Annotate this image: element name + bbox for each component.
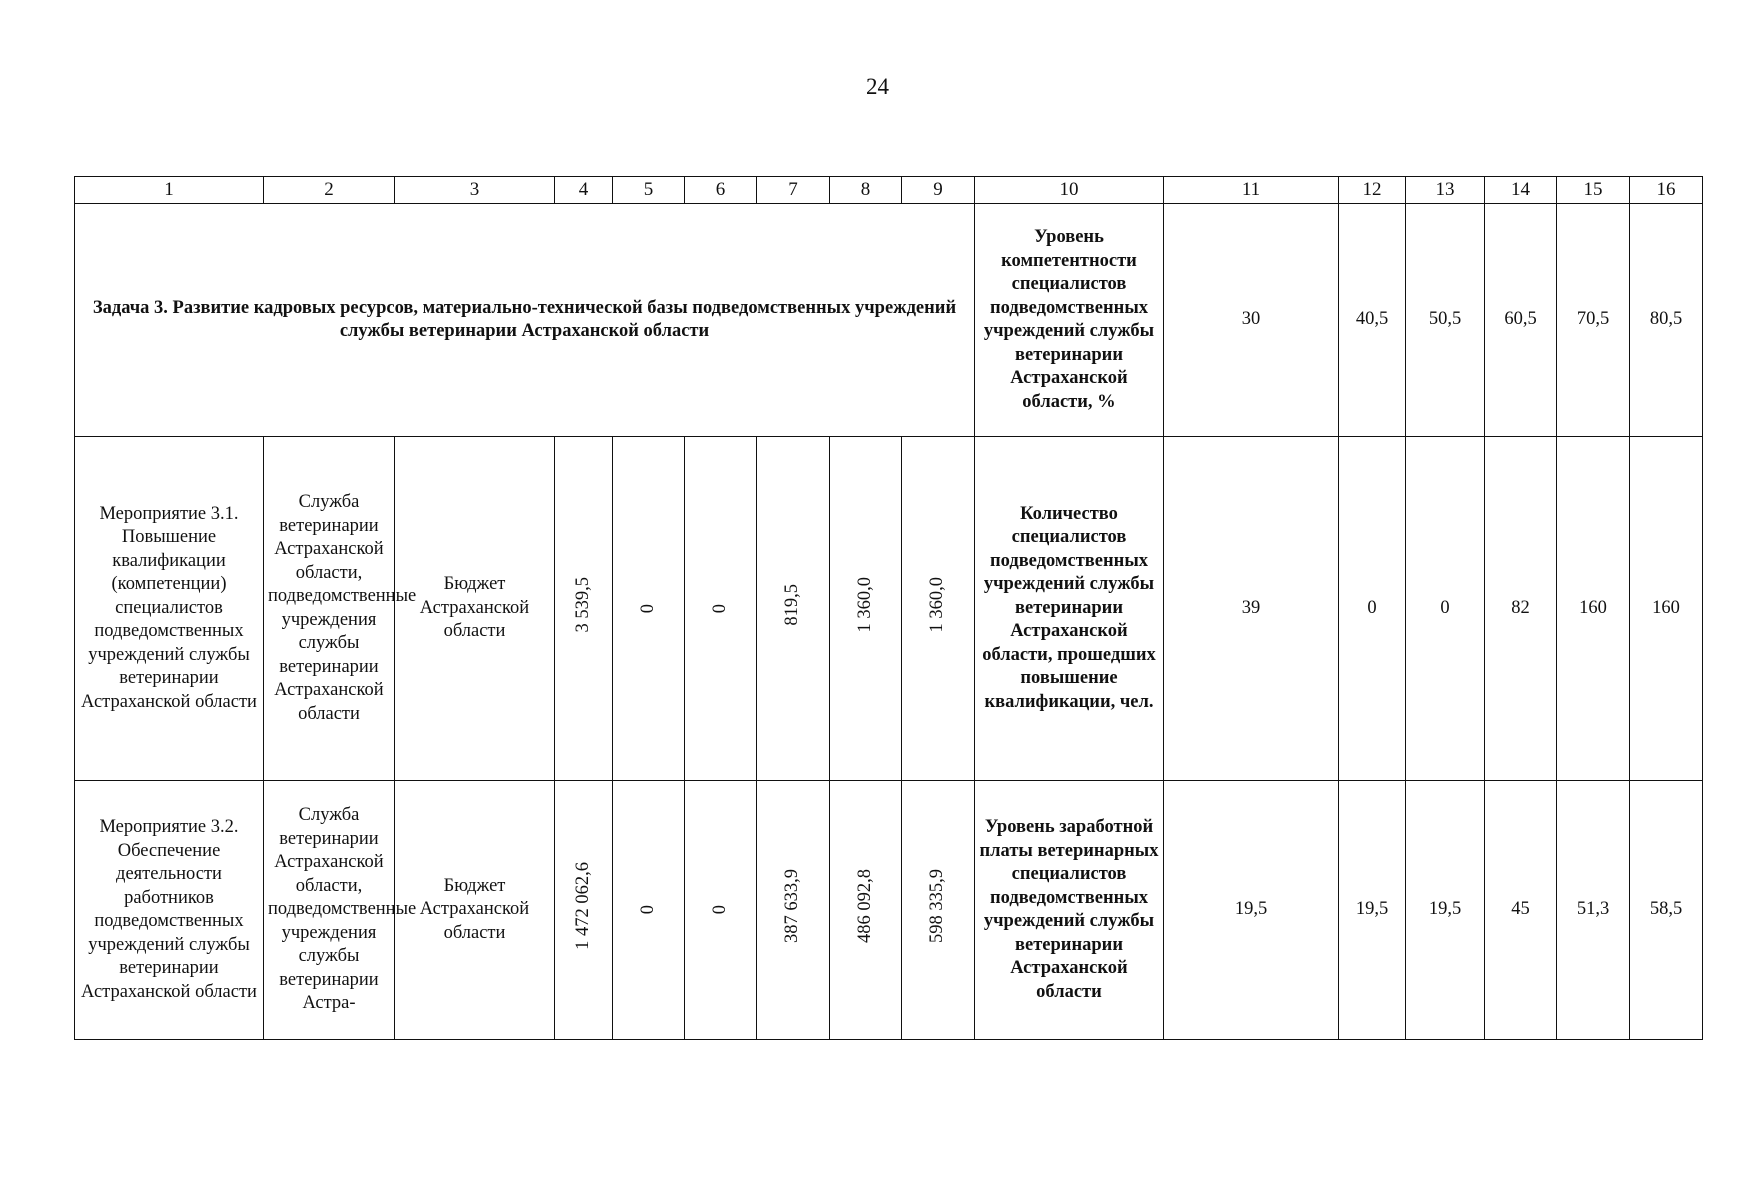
indicator-value: 19,5 xyxy=(1406,781,1485,1040)
column-number: 8 xyxy=(830,177,902,204)
finance-value: 387 633,9 xyxy=(782,869,803,944)
indicator-value: 50,5 xyxy=(1406,204,1485,437)
indicator-value: 70,5 xyxy=(1557,204,1630,437)
finance-cell xyxy=(613,437,685,781)
indicator-value: 39 xyxy=(1164,437,1339,781)
indicator-value: 160 xyxy=(1630,437,1703,781)
column-number: 6 xyxy=(685,177,757,204)
column-number: 10 xyxy=(975,177,1164,204)
measure-executor: Служба ветеринарии Астраханской области, подведомственные учреждения службы ветеринарии Астра- xyxy=(264,781,395,1040)
indicator-value: 60,5 xyxy=(1485,204,1557,437)
finance-cell xyxy=(830,437,902,781)
finance-cell xyxy=(902,437,975,781)
finance-value: 598 335,9 xyxy=(927,869,948,944)
measure-row xyxy=(75,437,1703,781)
column-number: 11 xyxy=(1164,177,1339,204)
column-number-row xyxy=(75,177,1703,204)
finance-value: 819,5 xyxy=(782,583,803,626)
finance-cell xyxy=(555,437,613,781)
finance-cell xyxy=(613,781,685,1040)
indicator-value: 80,5 xyxy=(1630,204,1703,437)
finance-cell xyxy=(685,437,757,781)
measure-name: Мероприятие 3.2. Обеспечение деятельности работников подведомственных учреждений службы ветеринарии Астраханской области xyxy=(75,781,264,1040)
column-number: 14 xyxy=(1485,177,1557,204)
indicator-value: 19,5 xyxy=(1164,781,1339,1040)
indicator-value: 58,5 xyxy=(1630,781,1703,1040)
task-indicator: Уровень компетентности специалистов подведомственных учреждений службы ветеринарии Астраханской области, % xyxy=(975,204,1164,437)
finance-value: 1 360,0 xyxy=(927,577,948,633)
task-row xyxy=(75,204,1703,437)
column-number: 13 xyxy=(1406,177,1485,204)
column-number: 7 xyxy=(757,177,830,204)
task-title: Задача 3. Развитие кадровых ресурсов, материально-технической базы подведомственных учреждений службы ветеринарии Астраханской области xyxy=(75,204,975,437)
indicator-value: 0 xyxy=(1406,437,1485,781)
finance-cell xyxy=(555,781,613,1040)
finance-cell xyxy=(830,781,902,1040)
column-number: 1 xyxy=(75,177,264,204)
finance-value: 0 xyxy=(637,905,658,915)
indicator-value: 45 xyxy=(1485,781,1557,1040)
finance-cell xyxy=(757,781,830,1040)
funding-source: Бюджет Астраханской области xyxy=(395,781,555,1040)
indicator-value: 82 xyxy=(1485,437,1557,781)
page-number: 24 xyxy=(866,74,889,99)
finance-value: 1 360,0 xyxy=(854,577,875,633)
indicator-value: 0 xyxy=(1339,437,1406,781)
finance-cell xyxy=(902,781,975,1040)
indicator-value: 51,3 xyxy=(1557,781,1630,1040)
column-number: 3 xyxy=(395,177,555,204)
measure-indicator: Уровень заработной платы ветеринарных специалистов подведомственных учреждений службы ветеринарии Астраханской области xyxy=(975,781,1164,1040)
column-number: 16 xyxy=(1630,177,1703,204)
finance-value: 3 539,5 xyxy=(572,577,593,633)
funding-source: Бюджет Астраханской области xyxy=(395,437,555,781)
column-number: 5 xyxy=(613,177,685,204)
finance-value: 1 472 062,6 xyxy=(572,862,593,951)
finance-value: 0 xyxy=(637,603,658,613)
measure-name: Мероприятие 3.1. Повышение квалификации (компетенции) специалистов подведомственных учреждений службы ветеринарии Астраханской области xyxy=(75,437,264,781)
column-number: 2 xyxy=(264,177,395,204)
column-number: 9 xyxy=(902,177,975,204)
finance-value: 486 092,8 xyxy=(854,869,875,944)
finance-value: 0 xyxy=(709,603,730,613)
column-number: 12 xyxy=(1339,177,1406,204)
indicator-value: 30 xyxy=(1164,204,1339,437)
indicator-value: 40,5 xyxy=(1339,204,1406,437)
indicator-value: 160 xyxy=(1557,437,1630,781)
column-number: 15 xyxy=(1557,177,1630,204)
finance-cell xyxy=(685,781,757,1040)
finance-cell xyxy=(757,437,830,781)
measure-executor: Служба ветеринарии Астраханской области, подведомственные учреждения службы ветеринарии Астраханской области xyxy=(264,437,395,781)
measure-row xyxy=(75,781,1703,1040)
finance-value: 0 xyxy=(709,905,730,915)
measure-indicator: Количество специалистов подведомственных учреждений службы ветеринарии Астраханской области, прошедших повышение квалификации, чел. xyxy=(975,437,1164,781)
program-table xyxy=(74,176,1703,1040)
indicator-value: 19,5 xyxy=(1339,781,1406,1040)
column-number: 4 xyxy=(555,177,613,204)
